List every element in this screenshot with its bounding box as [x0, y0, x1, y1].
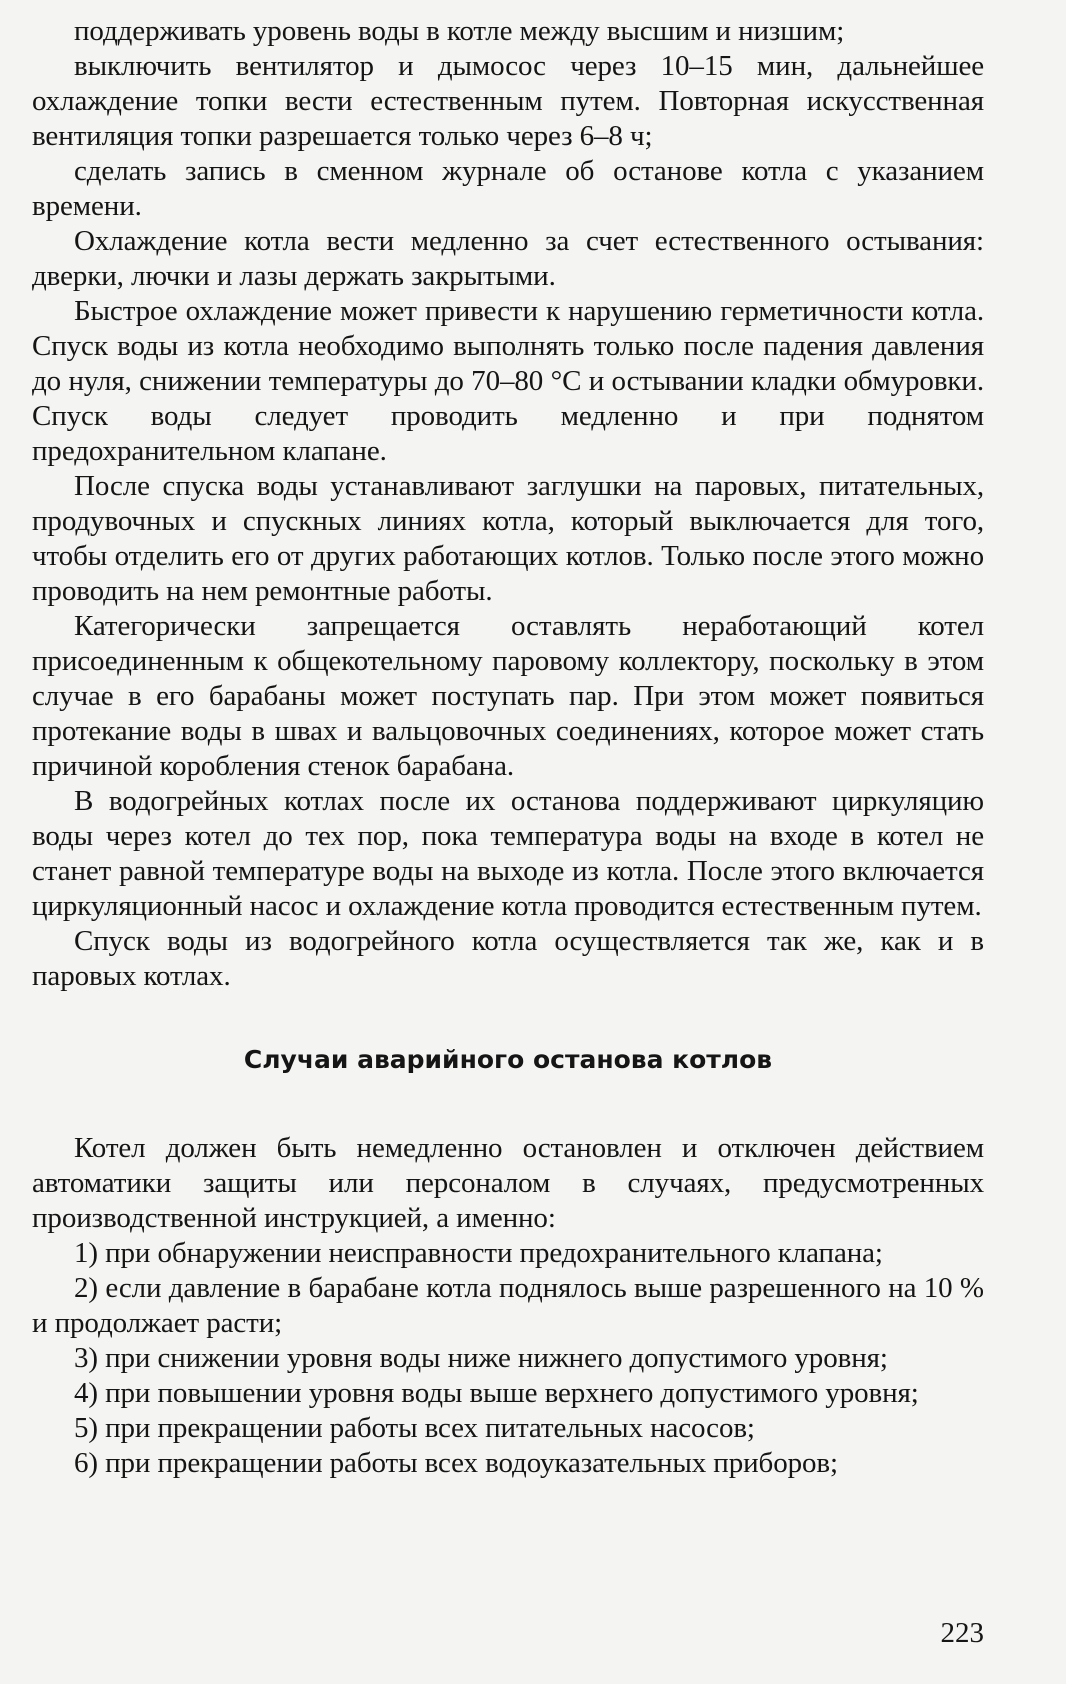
paragraph: сделать запись в сменном журнале об останове котла с указанием времени.	[32, 155, 984, 222]
paragraph: поддерживать уровень воды в котле между высшим и низшим;	[74, 15, 845, 47]
list-item: 2) если давление в барабане котла поднялось выше разрешенного на 10 % и продолжает расти;	[32, 1272, 984, 1339]
paragraph: Котел должен быть немедленно остановлен и отключен действием автоматики защиты или персоналом в случаях, предусмотренных производственной инструкцией, а именно:	[32, 1132, 984, 1234]
list-item: 3) при снижении уровня воды ниже нижнего допустимого уровня;	[74, 1342, 888, 1374]
list-item: 6) при прекращении работы всех водоуказательных приборов;	[74, 1447, 838, 1479]
paragraph: выключить вентилятор и дымосос через 10–15 мин, дальнейшее охлаждение топки вести естественным путем. Повторная искусственная вентиляция топки разрешается только через 6–8 ч;	[32, 50, 984, 152]
list-item: 1) при обнаружении неисправности предохранительного клапана;	[74, 1237, 883, 1269]
paragraph: Спуск воды из водогрейного котла осуществляется так же, как и в паровых котлах.	[32, 925, 984, 992]
paragraph: После спуска воды устанавливают заглушки на паровых, питательных, продувочных и спускных линиях котла, который выключается для того, чтобы отделить его от других работающих котлов. Только после этого можно проводить на нем ремонтные работы.	[32, 470, 984, 607]
list-item: 5) при прекращении работы всех питательных насосов;	[74, 1412, 755, 1444]
paragraph: В водогрейных котлах после их останова поддерживают циркуляцию воды через котел до тех пор, пока температура воды на входе в котел не станет равной температуре воды на выходе из котла. После этого включается циркуляционный насос и охлаждение котла проводится естественным путем.	[32, 785, 984, 922]
paragraph: Категорически запрещается оставлять неработающий котел присоединенным к общекотельному паровому коллектору, поскольку в этом случае в его барабаны может поступать пар. При этом может появиться протекание воды в швах и вальцовочных соединениях, которое может стать причиной коробления стенок барабана.	[32, 610, 984, 782]
list-item: 4) при повышении уровня воды выше верхнего допустимого уровня;	[74, 1377, 919, 1409]
section-heading: Случаи аварийного останова котлов	[243, 1045, 773, 1074]
page-number: 223	[940, 1617, 984, 1649]
paragraph: Быстрое охлаждение может привести к нарушению герметичности котла. Спуск воды из котла необходимо выполнять только после падения давления до нуля, снижении температуры до 70–80 °С и остывании кладки обмуровки. Спуск воды следует проводить медленно и при поднятом предохранительном клапане.	[32, 295, 984, 467]
paragraph: Охлаждение котла вести медленно за счет естественного остывания: дверки, лючки и лазы держать закрытыми.	[32, 225, 984, 292]
